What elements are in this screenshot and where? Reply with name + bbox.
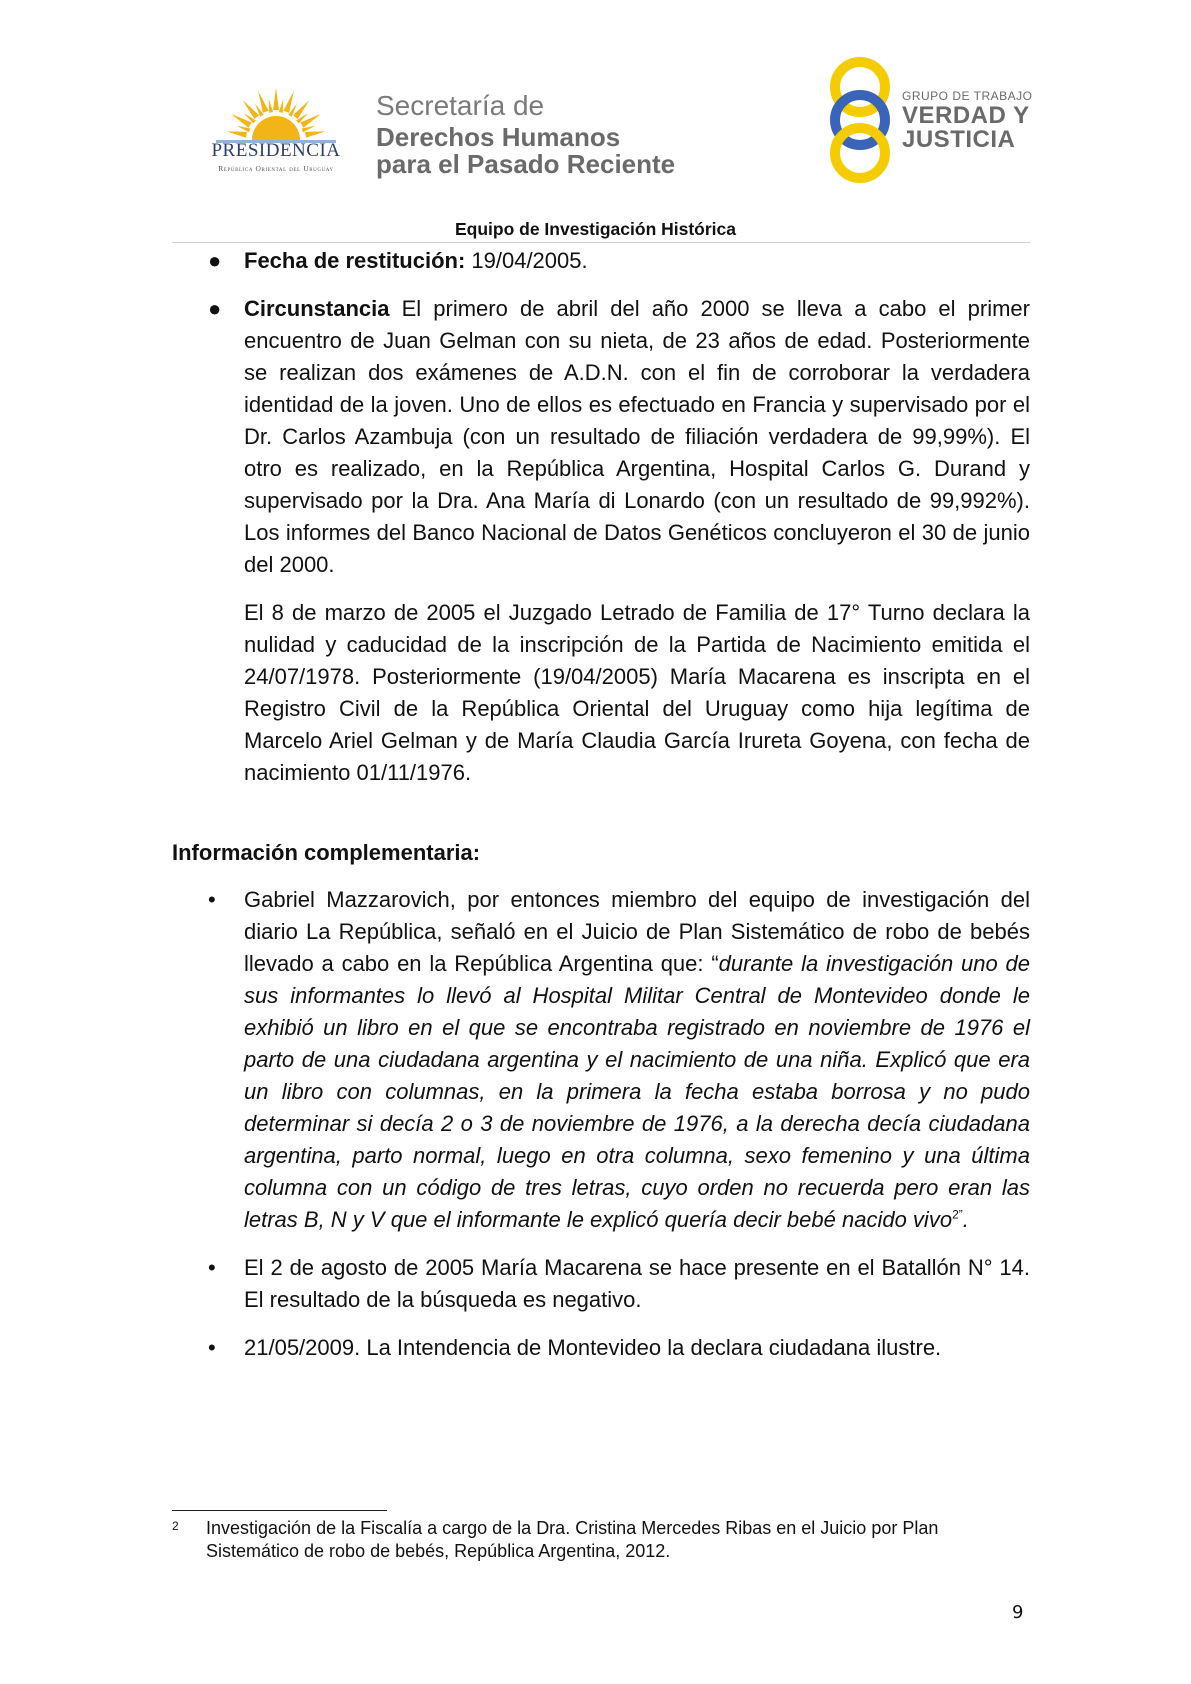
paragraph-nulidad: El 8 de marzo de 2005 el Juzgado Letrado de Familia de 17° Turno declara la nulidad y caducidad de la inscripción de la Partida de Nacimiento emitida el 24/07/1978. Posteriormente (19/04/2005) María Macarena es inscripta en el Registro Civil de la República Oriental del Uruguay como hija legítima de Marcelo Ariel Gelman y de María Claudia García Irureta Goyena, con fecha de nacimiento 01/11/1976. bbox=[244, 600, 1030, 785]
circunstancia-text: El primero de abril del año 2000 se lleva a cabo el primer encuentro de Juan Gelman con su nieta, de 23 años de edad. Posteriormente se realizan dos exámenes de A.D.N. con el fin de corroborar la verdadera identidad de la joven. Uno de ellos es efectuado en Francia y supervisado por el Dr. Carlos Azambuja (con un resultado de filiación verdadera de 99,99%). El otro es realizado, en la República Argentina, Hospital Carlos G. Durand y supervisado por la Dra. Ana María di Lonardo (con un resultado de 99,992%). Los informes del Banco Nacional de Datos Genéticos concluyeron el 30 de junio del 2000. bbox=[244, 296, 1030, 577]
circunstancia-label: Circunstancia bbox=[244, 296, 390, 321]
mazzarovich-text: Gabriel Mazzarovich, por entonces miembro del equipo de investigación del diario La República, señaló en el Juicio de Plan Sistemático de robo de bebés llevado a cabo en la República Argentina que: “ bbox=[244, 887, 1030, 976]
secretaria-title-line3: para el Pasado Reciente bbox=[376, 149, 676, 179]
bullet-icon: • bbox=[208, 1255, 216, 1280]
header-divider bbox=[172, 242, 1030, 243]
bullet-icon: • bbox=[208, 1335, 216, 1360]
footnote bbox=[172, 1517, 1030, 1563]
batallon-text: El 2 de agosto de 2005 María Macarena se hace presente en el Batallón N° 14. El resultado de la búsqueda es negativo. bbox=[244, 1255, 1030, 1312]
page-header bbox=[0, 0, 1191, 245]
footnote-text: Investigación de la Fiscalía a cargo de la Dra. Cristina Mercedes Ribas en el Juicio por Plan Sistemático de robo de bebés, República Argentina, 2012. bbox=[206, 1518, 939, 1561]
team-title: Equipo de Investigación Histórica bbox=[454, 219, 737, 239]
mazzarovich-quote: durante la investigación uno de sus informantes lo llevó al Hospital Militar Central de Montevideo donde le exhibió un libro en el que se encontraba registrado en noviembre de 1976 el parto de una ciudadana argentina y el nacimiento de una niña. Explicó que era un libro con columnas, en la primera la fecha estaba borrosa y no pudo determinar si decía 2 o 3 de noviembre de 1976, a la derecha decía ciudadana argentina, parto normal, luego en otra columna, sexo femenino y una última columna con un código de tres letras, cuyo orden no recuerda pero eran las letras B, N y V que el informante le explicó quería decir bebé nacido vivo bbox=[244, 951, 1030, 1232]
bullet-icon: • bbox=[208, 887, 216, 912]
secretaria-title-line2: Derechos Humanos bbox=[376, 122, 621, 152]
footnote-ref: 2” bbox=[952, 1207, 963, 1222]
bullet-icon: ● bbox=[208, 248, 222, 273]
page-number: 9 bbox=[1012, 1602, 1024, 1623]
restitucion-label: Fecha de restitución: bbox=[244, 248, 466, 273]
secretaria-title-line1: Secretaría de bbox=[376, 90, 545, 121]
presidencia-subtitle: República Oriental del Uruguay bbox=[218, 164, 334, 173]
list-item-batallon bbox=[172, 1252, 1030, 1316]
gt-title-line2: JUSTICIA bbox=[902, 126, 1016, 153]
main-content bbox=[172, 245, 1030, 1364]
list-item-mazzarovich bbox=[172, 884, 1030, 1236]
footnote-divider bbox=[172, 1510, 387, 1511]
list-item-circunstancia bbox=[172, 293, 1030, 581]
presidencia-wordmark: PRESIDENCIA bbox=[211, 140, 341, 161]
bullet-icon: ● bbox=[208, 296, 222, 321]
ciudadana-text: 21/05/2009. La Intendencia de Montevideo la declara ciudadana ilustre. bbox=[244, 1335, 942, 1360]
gt-subtitle: GRUPO DE TRABAJO bbox=[902, 89, 1033, 103]
mazzarovich-quote-end: . bbox=[962, 1207, 969, 1232]
footnote-number: 2 bbox=[172, 1519, 179, 1533]
verdad-justicia-rings-logo bbox=[820, 55, 900, 185]
list-item-restitucion bbox=[172, 245, 1030, 277]
list-item-ciudadana-ilustre bbox=[172, 1332, 1030, 1364]
gt-title-line1: VERDAD Y bbox=[902, 102, 1030, 129]
section-title-complementaria: Información complementaria: bbox=[172, 840, 481, 865]
restitucion-value: 19/04/2005. bbox=[465, 248, 588, 273]
